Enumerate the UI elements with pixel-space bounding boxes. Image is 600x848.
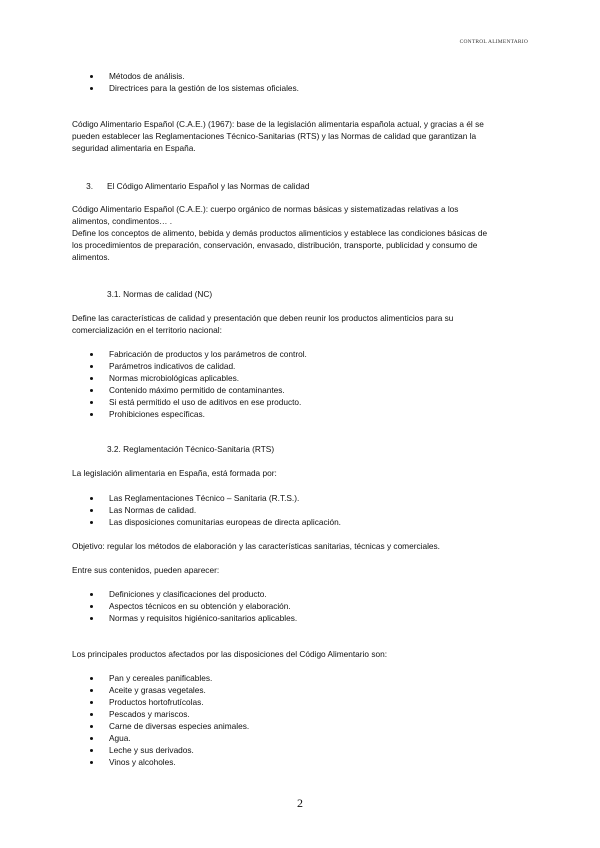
list-item: Prohibiciones específicas. xyxy=(72,408,530,420)
paragraph-products: Los principales productos afectados por las disposiciones del Código Alimentario son: xyxy=(72,649,388,659)
paragraph-line: alimentos, condimentos… . xyxy=(72,216,173,226)
list-products xyxy=(72,672,530,768)
paragraph-definition xyxy=(72,203,530,263)
list-item: Normas microbiológicas aplicables. xyxy=(72,372,530,384)
paragraph-line: seguridad alimentaria en España. xyxy=(72,143,196,153)
page-number: 2 xyxy=(297,796,303,810)
list-item: Productos hortofrutícolas. xyxy=(72,696,530,708)
list-item: Parámetros indicativos de calidad. xyxy=(72,360,530,372)
list-item: Si está permitido el uso de aditivos en ese producto. xyxy=(72,396,530,408)
list-item: Pescados y mariscos. xyxy=(72,708,530,720)
paragraph-legislation: La legislación alimentaria en España, está formada por: xyxy=(72,468,277,478)
running-header: CONTROL ALIMENTARIO xyxy=(459,39,528,45)
list-item: Las Normas de calidad. xyxy=(72,504,530,516)
list-item: Agua. xyxy=(72,732,530,744)
list-item: Métodos de análisis. xyxy=(72,70,530,82)
paragraph-line: alimentos. xyxy=(72,252,110,262)
list-item: Fabricación de productos y los parámetros de control. xyxy=(72,348,530,360)
list-item: Contenido máximo permitido de contaminantes. xyxy=(72,384,530,396)
list-legislation xyxy=(72,492,530,528)
list-item: Leche y sus derivados. xyxy=(72,744,530,756)
paragraph-line: Código Alimentario Español (C.A.E.): cuerpo orgánico de normas básicas y sistematizadas relativas a los xyxy=(72,204,459,214)
list-item: Carne de diversas especies animales. xyxy=(72,720,530,732)
section-3-heading xyxy=(72,180,530,192)
paragraph-line: Código Alimentario Español (C.A.E.) (1967): base de la legislación alimentaria española actual, y gracias a él se xyxy=(72,119,484,129)
paragraph-line: Define los conceptos de alimento, bebida y demás productos alimenticios y establece las condiciones básicas de xyxy=(72,228,488,238)
section-title: El Código Alimentario Español y las Normas de calidad xyxy=(107,181,310,191)
paragraph-line: Define las características de calidad y presentación que deben reunir los productos alimenticios para su xyxy=(72,313,454,323)
paragraph-objective: Objetivo: regular los métodos de elaboración y las características sanitarias, técnicas y comerciales. xyxy=(72,541,440,551)
list-nc xyxy=(72,348,530,420)
paragraph-line: los procedimientos de preparación, conservación, envasado, distribución, transporte, publicidad y consumo de xyxy=(72,240,478,250)
list-item: Definiciones y clasificaciones del producto. xyxy=(72,588,530,600)
list-item: Normas y requisitos higiénico-sanitarios aplicables. xyxy=(72,612,530,624)
list-item: Las Reglamentaciones Técnico – Sanitaria (R.T.S.). xyxy=(72,492,530,504)
paragraph-cae xyxy=(72,118,530,154)
list-contents xyxy=(72,588,530,624)
list-top xyxy=(72,70,530,94)
list-item: Aspectos técnicos en su obtención y elaboración. xyxy=(72,600,530,612)
list-item: Vinos y alcoholes. xyxy=(72,756,530,768)
section-3-2-heading: 3.2. Reglamentación Técnico-Sanitaria (RTS) xyxy=(107,444,275,454)
list-item: Pan y cereales panificables. xyxy=(72,672,530,684)
section-3-1-heading: 3.1. Normas de calidad (NC) xyxy=(107,289,213,299)
list-item: Directrices para la gestión de los sistemas oficiales. xyxy=(72,82,530,94)
paragraph-contents: Entre sus contenidos, pueden aparecer: xyxy=(72,565,220,575)
section-number: 3. xyxy=(86,181,93,191)
list-item: Las disposiciones comunitarias europeas de directa aplicación. xyxy=(72,516,530,528)
paragraph-nc xyxy=(72,312,530,336)
paragraph-line: pueden establecer las Reglamentaciones Técnico-Sanitarias (RTS) y las Normas de calidad que garantizan la xyxy=(72,131,477,141)
list-item: Aceite y grasas vegetales. xyxy=(72,684,530,696)
paragraph-line: comercialización en el territorio nacional: xyxy=(72,325,222,335)
